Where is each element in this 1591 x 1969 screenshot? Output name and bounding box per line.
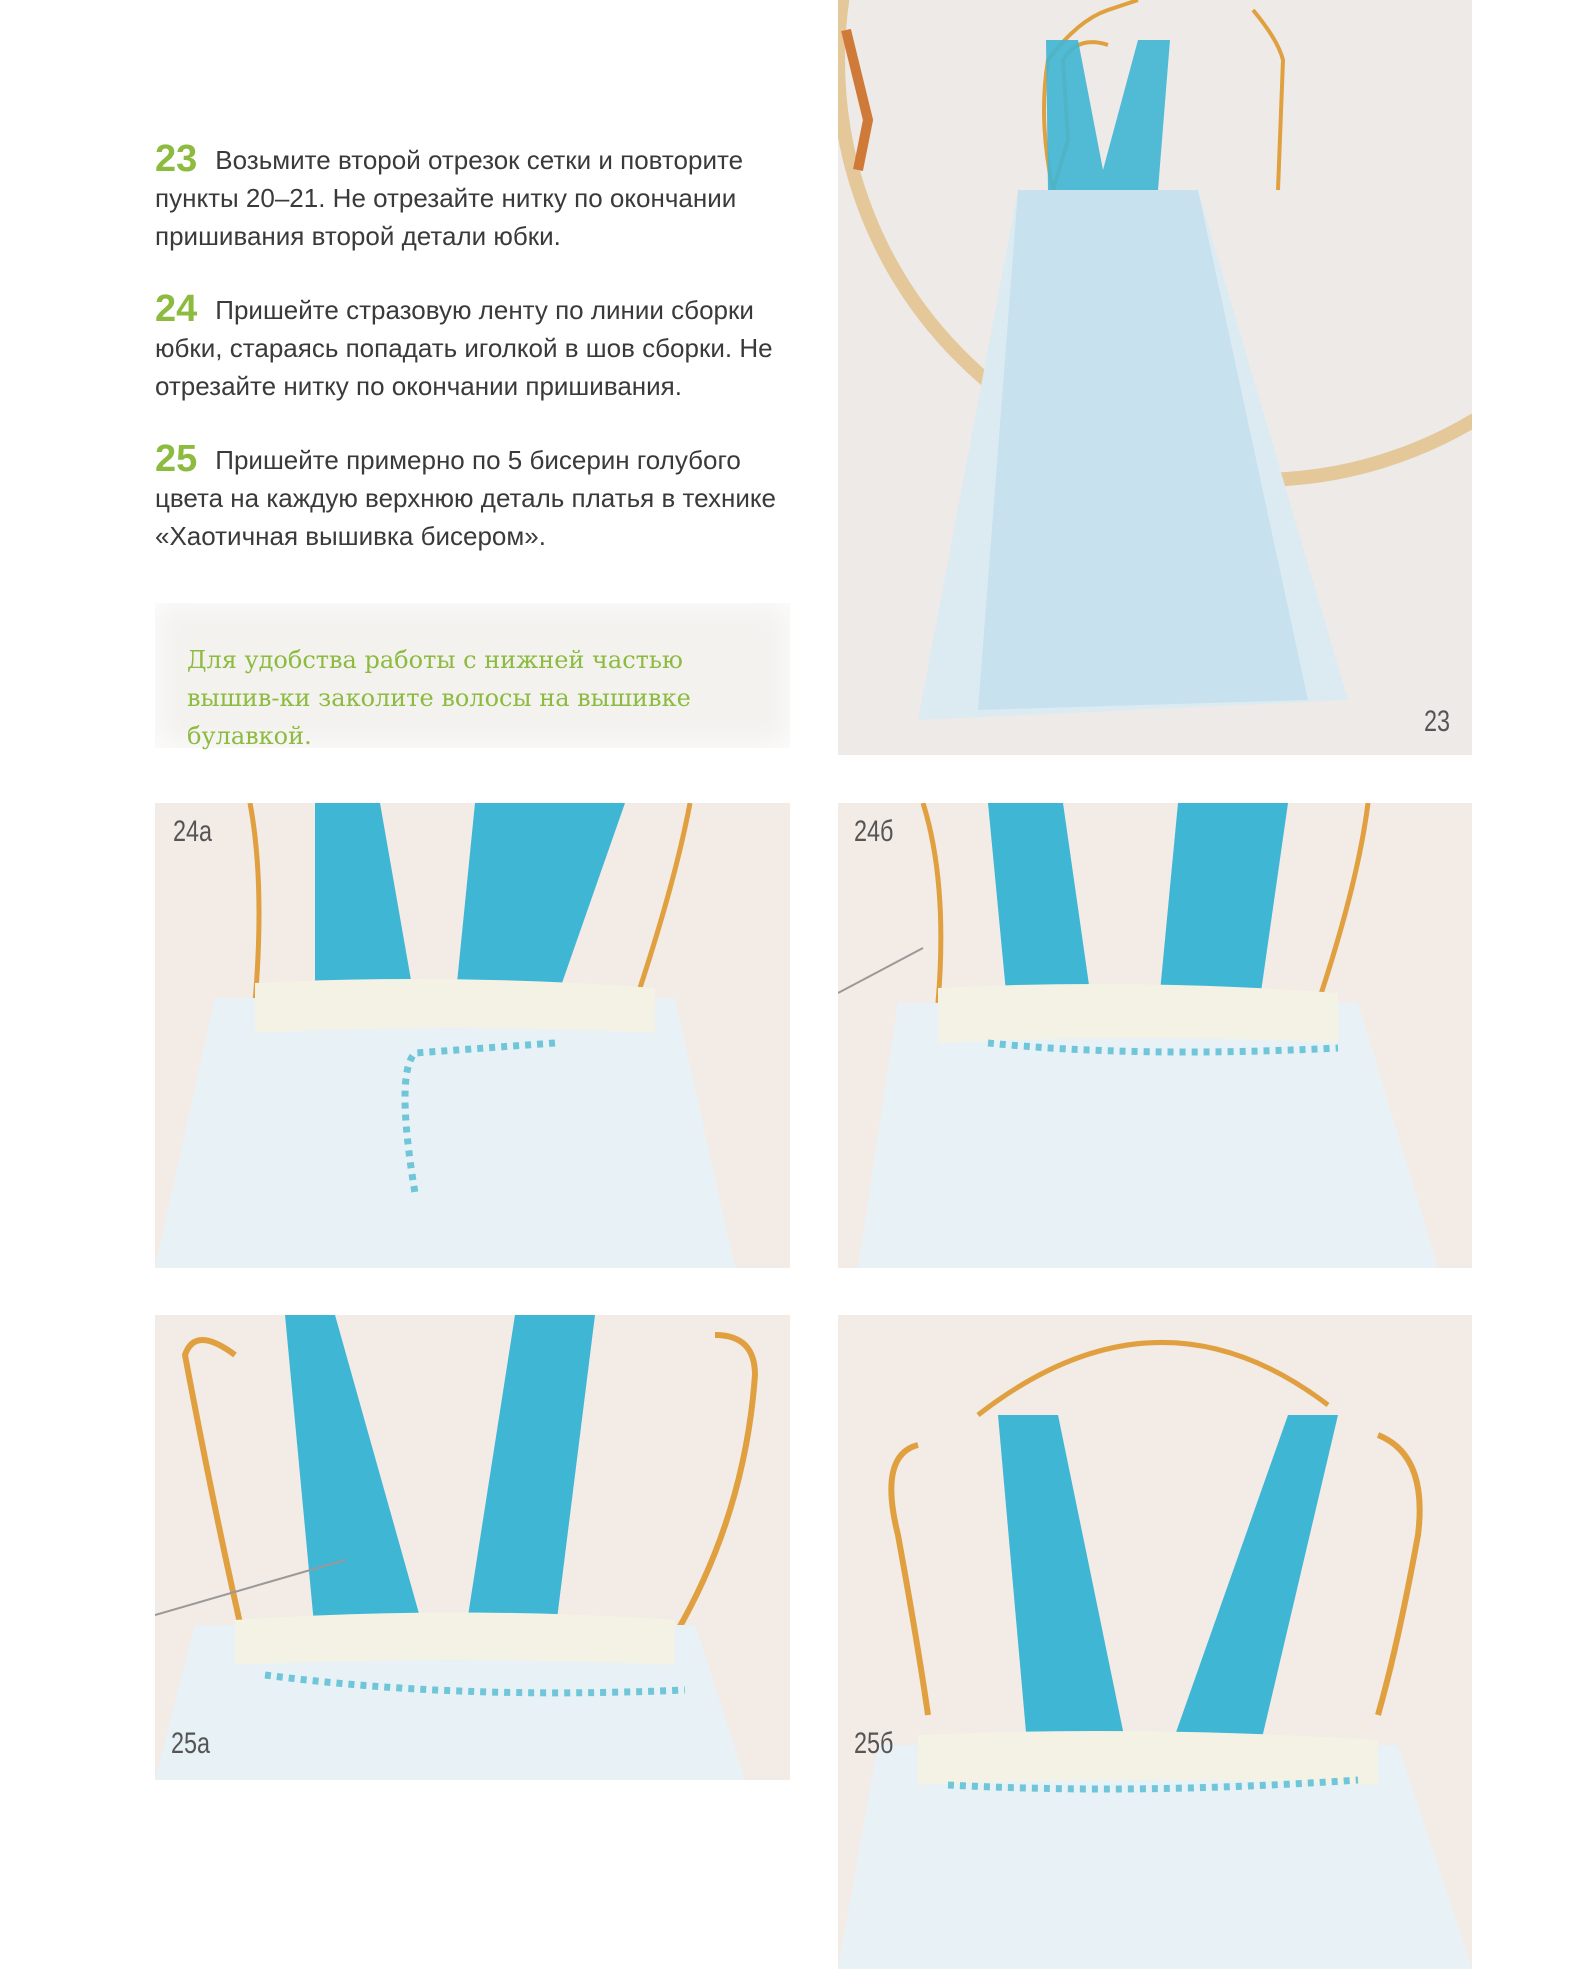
- photo-step-24a: [155, 803, 790, 1268]
- step-text: Возьмите второй отрезок сетки и повторите пункты 20–21. Не отрезайте нитку по окончании пришивания второй детали юбки.: [155, 145, 744, 251]
- photo-step-25b: [838, 1315, 1472, 1969]
- step-25: [155, 440, 795, 555]
- step-number: 25: [155, 438, 198, 480]
- tip-text: Для удобства работы с нижней частью вышив-ки заколите волосы на вышивке булавкой.: [187, 646, 691, 750]
- photo-step-25a: [155, 1315, 790, 1780]
- tip-box: [155, 603, 790, 748]
- photo-caption: 25а: [171, 1727, 211, 1760]
- photo-caption: 24б: [854, 815, 894, 848]
- photo-step-24b: [838, 803, 1472, 1268]
- photo-caption: 24а: [173, 815, 213, 848]
- photo-caption: 23: [1424, 705, 1451, 738]
- photo-step-23: [838, 0, 1472, 755]
- step-number: 23: [155, 138, 198, 180]
- step-text: Пришейте стразовую ленту по линии сборки юбки, стараясь попадать иголкой в шов сборки. Не отрезайте нитку по окончании пришивания.: [155, 295, 773, 401]
- step-23: [155, 140, 795, 255]
- step-number: 24: [155, 288, 198, 330]
- step-24: [155, 290, 795, 405]
- step-text: Пришейте примерно по 5 бисерин голубого цвета на каждую верхнюю деталь платья в технике «Хаотичная вышивка бисером».: [155, 445, 777, 551]
- photo-caption: 25б: [854, 1727, 894, 1760]
